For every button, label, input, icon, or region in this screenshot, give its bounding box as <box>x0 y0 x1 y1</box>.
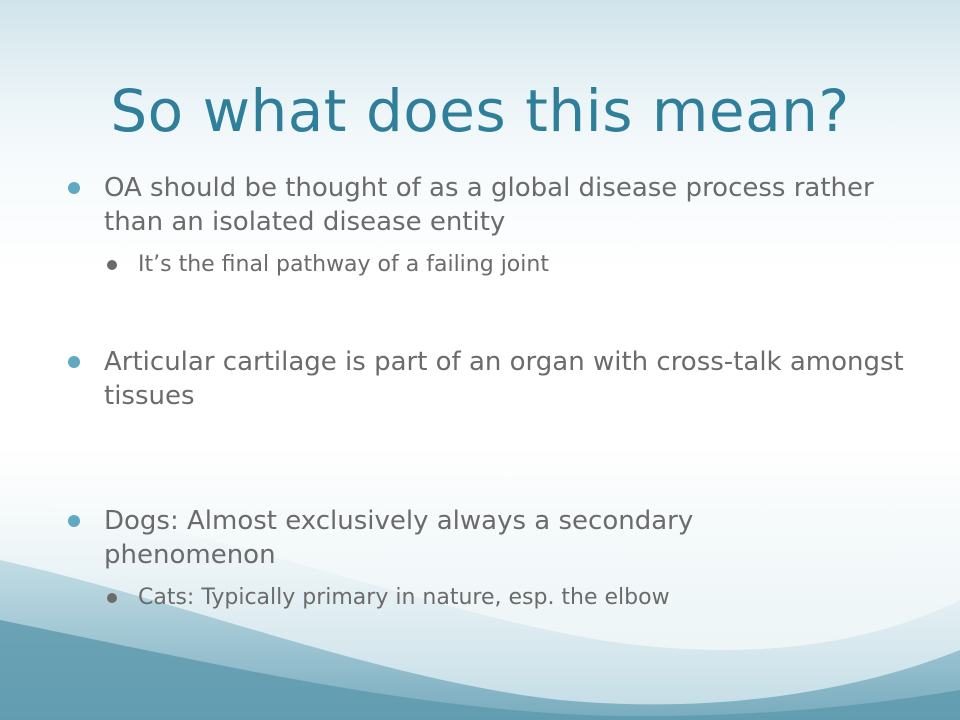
bullet-text: OA should be thought of as a global disease process rather than an isolated disease entity <box>104 173 874 237</box>
slide-title: So what does this mean? <box>110 77 850 145</box>
bullet-item <box>104 345 904 413</box>
bullet-item <box>104 504 804 572</box>
bullet-text: Dogs: Almost exclusively always a secondary phenomenon <box>104 506 694 570</box>
bullet-marker <box>68 356 80 368</box>
bullet-marker <box>68 182 80 194</box>
sub-bullet-text: Cats: Typically primary in nature, esp. the elbow <box>138 585 670 610</box>
sub-bullet-item <box>138 250 898 280</box>
sub-bullet-marker <box>107 260 117 270</box>
sub-bullet-item <box>138 583 898 613</box>
sub-bullet-text: It’s the final pathway of a failing joint <box>138 252 549 277</box>
bullet-marker <box>68 515 80 527</box>
bullet-text: Articular cartilage is part of an organ with cross-talk amongst tissues <box>104 347 904 411</box>
sub-bullet-marker <box>107 593 117 603</box>
bullet-item <box>104 171 904 239</box>
